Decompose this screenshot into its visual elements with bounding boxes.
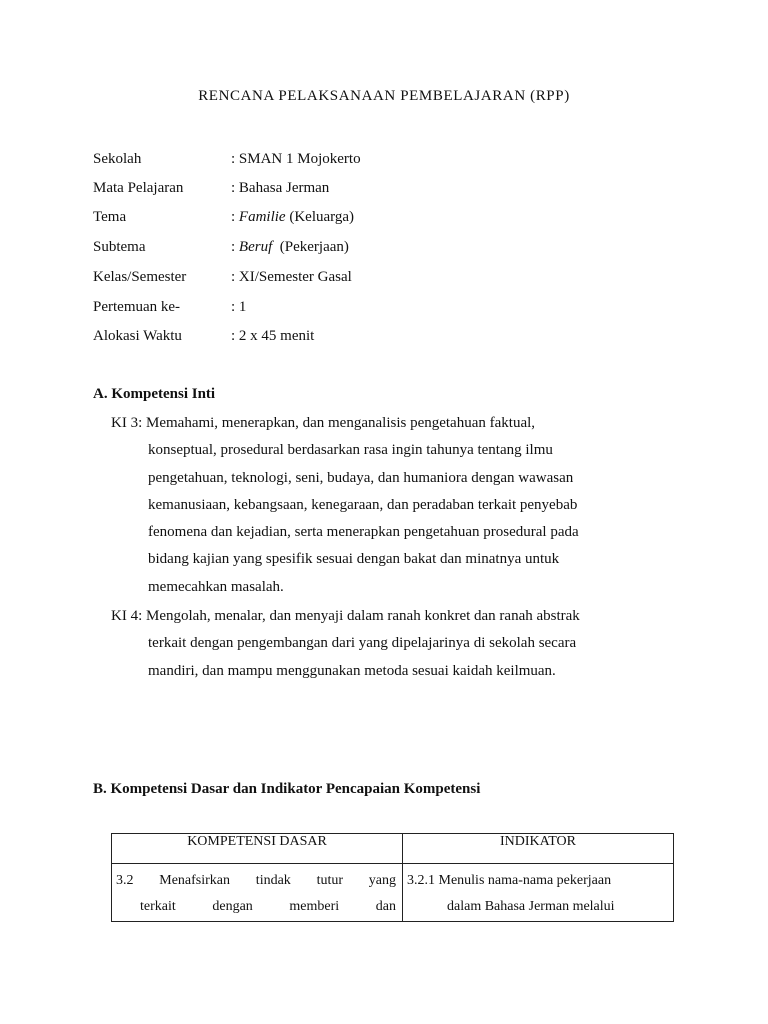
kd-line: 3.2 Menafsirkan tindak tutur yang <box>116 873 396 888</box>
identity-label: Mata Pelajaran <box>93 180 184 196</box>
ki4-line: mandiri, dan mampu menggunakan metoda sesuai kaidah keilmuan. <box>148 662 556 679</box>
identity-value: : Beruf (Pekerjaan) <box>231 239 349 255</box>
document-title: RENCANA PELAKSANAAN PEMBELAJARAN (RPP) <box>198 88 570 104</box>
ki4-paragraph <box>111 603 671 685</box>
ki3-line: KI 3: Memahami, menerapkan, dan menganalisis pengetahuan faktual, <box>111 415 536 431</box>
identity-value: : 2 x 45 menit <box>231 328 315 344</box>
identity-row-sekolah <box>93 149 361 169</box>
section-b-heading: B. Kompetensi Dasar dan Indikator Pencapaian Kompetensi <box>93 781 481 797</box>
kd-indikator-table <box>111 833 674 922</box>
ki3-line: bidang kajian yang spesifik sesuai dengan bakat dan minatnya untuk <box>148 551 560 568</box>
identity-row-kelas-semester <box>93 267 352 287</box>
kd-line: terkait dengan memberi dan <box>140 899 396 914</box>
kd-cell <box>112 864 403 922</box>
identity-row-subtema <box>93 237 349 257</box>
ki3-line: memecahkan masalah. <box>148 578 284 595</box>
ki3-paragraph <box>111 410 671 601</box>
identity-value: : SMAN 1 Mojokerto <box>231 151 361 167</box>
identity-value: : XI/Semester Gasal <box>231 269 352 285</box>
identity-row-mata-pelajaran <box>93 178 329 198</box>
column-header-indikator: INDIKATOR <box>403 834 674 864</box>
indikator-cell <box>403 864 674 922</box>
ki4-line: terkait dengan pengembangan dari yang dipelajarinya di sekolah secara <box>148 635 577 652</box>
identity-label: Sekolah <box>93 151 142 167</box>
ki3-line: kemanusiaan, kebangsaan, kenegaraan, dan peradaban terkait penyebab <box>148 496 578 513</box>
subtema-german-term: Beruf <box>238 239 273 255</box>
identity-value: : 1 <box>231 299 247 315</box>
identity-value: : Familie (Keluarga) <box>231 209 355 225</box>
ki3-line: pengetahuan, teknologi, seni, budaya, dan humaniora dengan wawasan <box>148 469 574 486</box>
identity-value: : Bahasa Jerman <box>231 180 330 196</box>
indikator-line: dalam Bahasa Jerman melalui <box>447 899 615 914</box>
identity-label: Kelas/Semester <box>93 269 187 285</box>
identity-row-alokasi-waktu <box>93 326 314 346</box>
identity-label: Tema <box>93 209 127 225</box>
section-a-heading: A. Kompetensi Inti <box>93 386 216 402</box>
identity-row-tema <box>93 207 354 227</box>
ki4-line: KI 4: Mengolah, menalar, dan menyaji dalam ranah konkret dan ranah abstrak <box>111 608 580 624</box>
table-row <box>112 864 674 922</box>
column-header-kompetensi-dasar: KOMPETENSI DASAR <box>112 834 403 864</box>
identity-row-pertemuan <box>93 297 246 317</box>
ki3-line: konseptual, prosedural berdasarkan rasa ingin tahunya tentang ilmu <box>148 442 553 459</box>
ki3-line: fenomena dan kejadian, serta menerapkan pengetahuan prosedural pada <box>148 524 579 541</box>
identity-label: Subtema <box>93 239 146 255</box>
identity-label: Alokasi Waktu <box>93 328 182 344</box>
tema-german-term: Familie <box>238 209 286 225</box>
indikator-line: 3.2.1 Menulis nama-nama pekerjaan <box>407 873 612 888</box>
identity-label: Pertemuan ke- <box>93 299 181 315</box>
